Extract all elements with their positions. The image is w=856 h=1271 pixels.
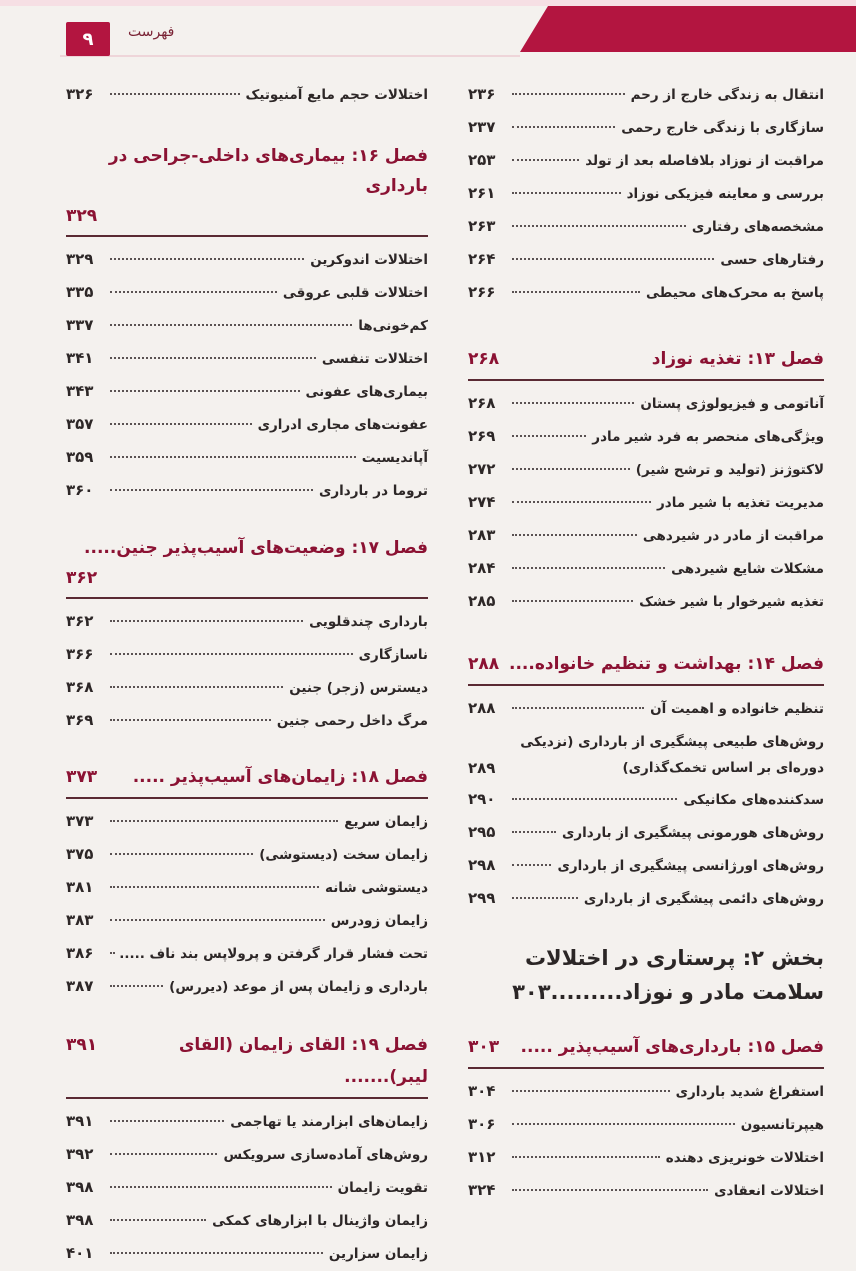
toc-entry[interactable]: ویژگی‌های منحصر به فرد شیر مادر ۲۶۹ bbox=[468, 427, 824, 445]
toc-entry[interactable]: زایمان واژینال با ابزارهای کمکی ۳۹۸ bbox=[66, 1211, 428, 1229]
page-header bbox=[0, 0, 856, 64]
toc-entry[interactable]: مرگ داخل رحمی جنین ۳۶۹ bbox=[66, 711, 428, 729]
chapter-heading-14[interactable]: فصل ۱۴: بهداشت و تنظیم خانواده.... ۲۸۸ bbox=[468, 648, 824, 686]
toc-right-column bbox=[468, 78, 824, 1207]
part-heading-2[interactable]: بخش ۲: پرستاری در اختلالات سلامت مادر و نوزاد.........۳۰۳ bbox=[512, 946, 824, 1004]
toc-entry[interactable]: اختلالات قلبی عروقی ۳۳۵ bbox=[66, 283, 428, 301]
toc-list bbox=[468, 78, 824, 309]
toc-entry[interactable]: سدکننده‌های مکانیکی ۲۹۰ bbox=[468, 790, 824, 808]
toc-entry[interactable]: زایمان زودرس ۳۸۳ bbox=[66, 911, 428, 929]
toc-entry[interactable]: روش‌های دائمی پیشگیری از بارداری ۲۹۹ bbox=[468, 889, 824, 907]
header-title: فهرست bbox=[128, 24, 175, 40]
toc-entry[interactable]: اختلالات تنفسی ۳۴۱ bbox=[66, 349, 428, 367]
toc-entry[interactable]: تحت فشار قرار گرفتن و پرولاپس بند ناف ..... ۳۸۶ bbox=[66, 944, 428, 962]
toc-entry[interactable]: انتقال به زندگی خارج از رحم ۲۳۶ bbox=[468, 85, 824, 103]
toc-entry[interactable]: ناسازگاری ۳۶۶ bbox=[66, 645, 428, 663]
toc-entry[interactable]: بارداری و زایمان پس از موعد (دیررس) ۳۸۷ bbox=[66, 977, 428, 995]
page-number: ۹ bbox=[66, 22, 110, 56]
toc-entry[interactable]: روش‌های هورمونی پیشگیری از بارداری ۲۹۵ bbox=[468, 823, 824, 841]
toc-entry[interactable]: زایمان سزارین ۴۰۱ bbox=[66, 1244, 428, 1262]
toc-entry[interactable]: اختلالات خونریزی دهنده ۳۱۲ bbox=[468, 1148, 824, 1166]
toc-entry[interactable]: هیپرتانسیون ۳۰۶ bbox=[468, 1115, 824, 1133]
toc-entry[interactable]: کم‌خونی‌ها ۳۳۷ bbox=[66, 316, 428, 334]
toc-entry[interactable]: تنظیم خانواده و اهمیت آن ۲۸۸ bbox=[468, 699, 824, 717]
chapter-heading-17[interactable]: فصل ۱۷: وضعیت‌های آسیب‌پذیر جنین..... ۳۶۲ bbox=[66, 533, 428, 599]
toc-entry[interactable]: لاکتوژنز (تولید و ترشح شیر) ۲۷۲ bbox=[468, 460, 824, 478]
toc-entry[interactable]: آناتومی و فیزیولوژی پستان ۲۶۸ bbox=[468, 394, 824, 412]
toc-entry[interactable]: تروما در بارداری ۳۶۰ bbox=[66, 481, 428, 499]
toc-entry[interactable]: روش‌های اورژانسی پیشگیری از بارداری ۲۹۸ bbox=[468, 856, 824, 874]
toc-entry[interactable]: تقویت زایمان ۳۹۸ bbox=[66, 1178, 428, 1196]
toc-entry[interactable]: اختلالات انعقادی ۳۲۴ bbox=[468, 1181, 824, 1199]
toc-entry[interactable]: روش‌های طبیعی پیشگیری از بارداری (نزدیکی دوره‌ای بر اساس تخمک‌گذاری) ۲۸۹ bbox=[468, 734, 824, 777]
toc-entry[interactable]: زایمان‌های ابزارمند یا تهاجمی ۳۹۱ bbox=[66, 1112, 428, 1130]
toc-entry[interactable]: دیسترس (زجر) جنین ۳۶۸ bbox=[66, 678, 428, 696]
chapter-heading-15[interactable]: فصل ۱۵: بارداری‌های آسیب‌پذیر ..... ۳۰۳ bbox=[468, 1031, 824, 1069]
toc-entry[interactable]: بارداری چندقلویی ۳۶۲ bbox=[66, 612, 428, 630]
toc-entry[interactable]: زایمان سخت (دیستوشی) ۳۷۵ bbox=[66, 845, 428, 863]
toc-entry[interactable]: مراقبت از مادر در شیردهی ۲۸۳ bbox=[468, 526, 824, 544]
toc-entry[interactable]: آپاندیسیت ۳۵۹ bbox=[66, 448, 428, 466]
toc-entry[interactable]: بیماری‌های عفونی ۳۴۳ bbox=[66, 382, 428, 400]
toc-entry[interactable]: زایمان سریع ۳۷۳ bbox=[66, 812, 428, 830]
toc-entry[interactable]: مدیریت تغذیه با شیر مادر ۲۷۴ bbox=[468, 493, 824, 511]
toc-entry[interactable]: تغذیه شیرخوار با شیر خشک ۲۸۵ bbox=[468, 592, 824, 610]
toc-entry[interactable]: اختلالات حجم مایع آمنیوتیک ۳۲۶ bbox=[66, 85, 428, 103]
toc-entry[interactable]: مشخصه‌های رفتاری ۲۶۳ bbox=[468, 217, 824, 235]
toc-entry[interactable]: پاسخ به محرک‌های محیطی ۲۶۶ bbox=[468, 283, 824, 301]
toc-entry[interactable]: اختلالات اندوکرین ۳۲۹ bbox=[66, 250, 428, 268]
toc-entry[interactable]: عفونت‌های مجاری ادراری ۳۵۷ bbox=[66, 415, 428, 433]
toc-entry[interactable]: سازگاری با زندگی خارج رحمی ۲۳۷ bbox=[468, 118, 824, 136]
toc-entry[interactable]: دیستوشی شانه ۳۸۱ bbox=[66, 878, 428, 896]
toc-entry[interactable]: مشکلات شایع شیردهی ۲۸۴ bbox=[468, 559, 824, 577]
toc-entry[interactable]: رفتارهای حسی ۲۶۴ bbox=[468, 250, 824, 268]
chapter-heading-19[interactable]: فصل ۱۹: القای زایمان (القای لیبر)....... ۳۹۱ bbox=[66, 1029, 428, 1099]
toc-entry[interactable]: بررسی و معاینه فیزیکی نوزاد ۲۶۱ bbox=[468, 184, 824, 202]
toc-left-column bbox=[66, 78, 428, 1270]
chapter-heading-13[interactable]: فصل ۱۳: تغذیه نوزاد ۲۶۸ bbox=[468, 343, 824, 381]
toc-entry[interactable]: مراقبت از نوزاد بلافاصله بعد از تولد ۲۵۳ bbox=[468, 151, 824, 169]
toc-entry[interactable]: روش‌های آماده‌سازی سرویکس ۳۹۲ bbox=[66, 1145, 428, 1163]
chapter-heading-16[interactable]: فصل ۱۶: بیماری‌های داخلی-جراحی در بارداری ۳۲۹ bbox=[66, 141, 428, 237]
toc-entry[interactable]: استفراغ شدید بارداری ۳۰۴ bbox=[468, 1082, 824, 1100]
chapter-heading-18[interactable]: فصل ۱۸: زایمان‌های آسیب‌پذیر ..... ۳۷۳ bbox=[66, 761, 428, 799]
